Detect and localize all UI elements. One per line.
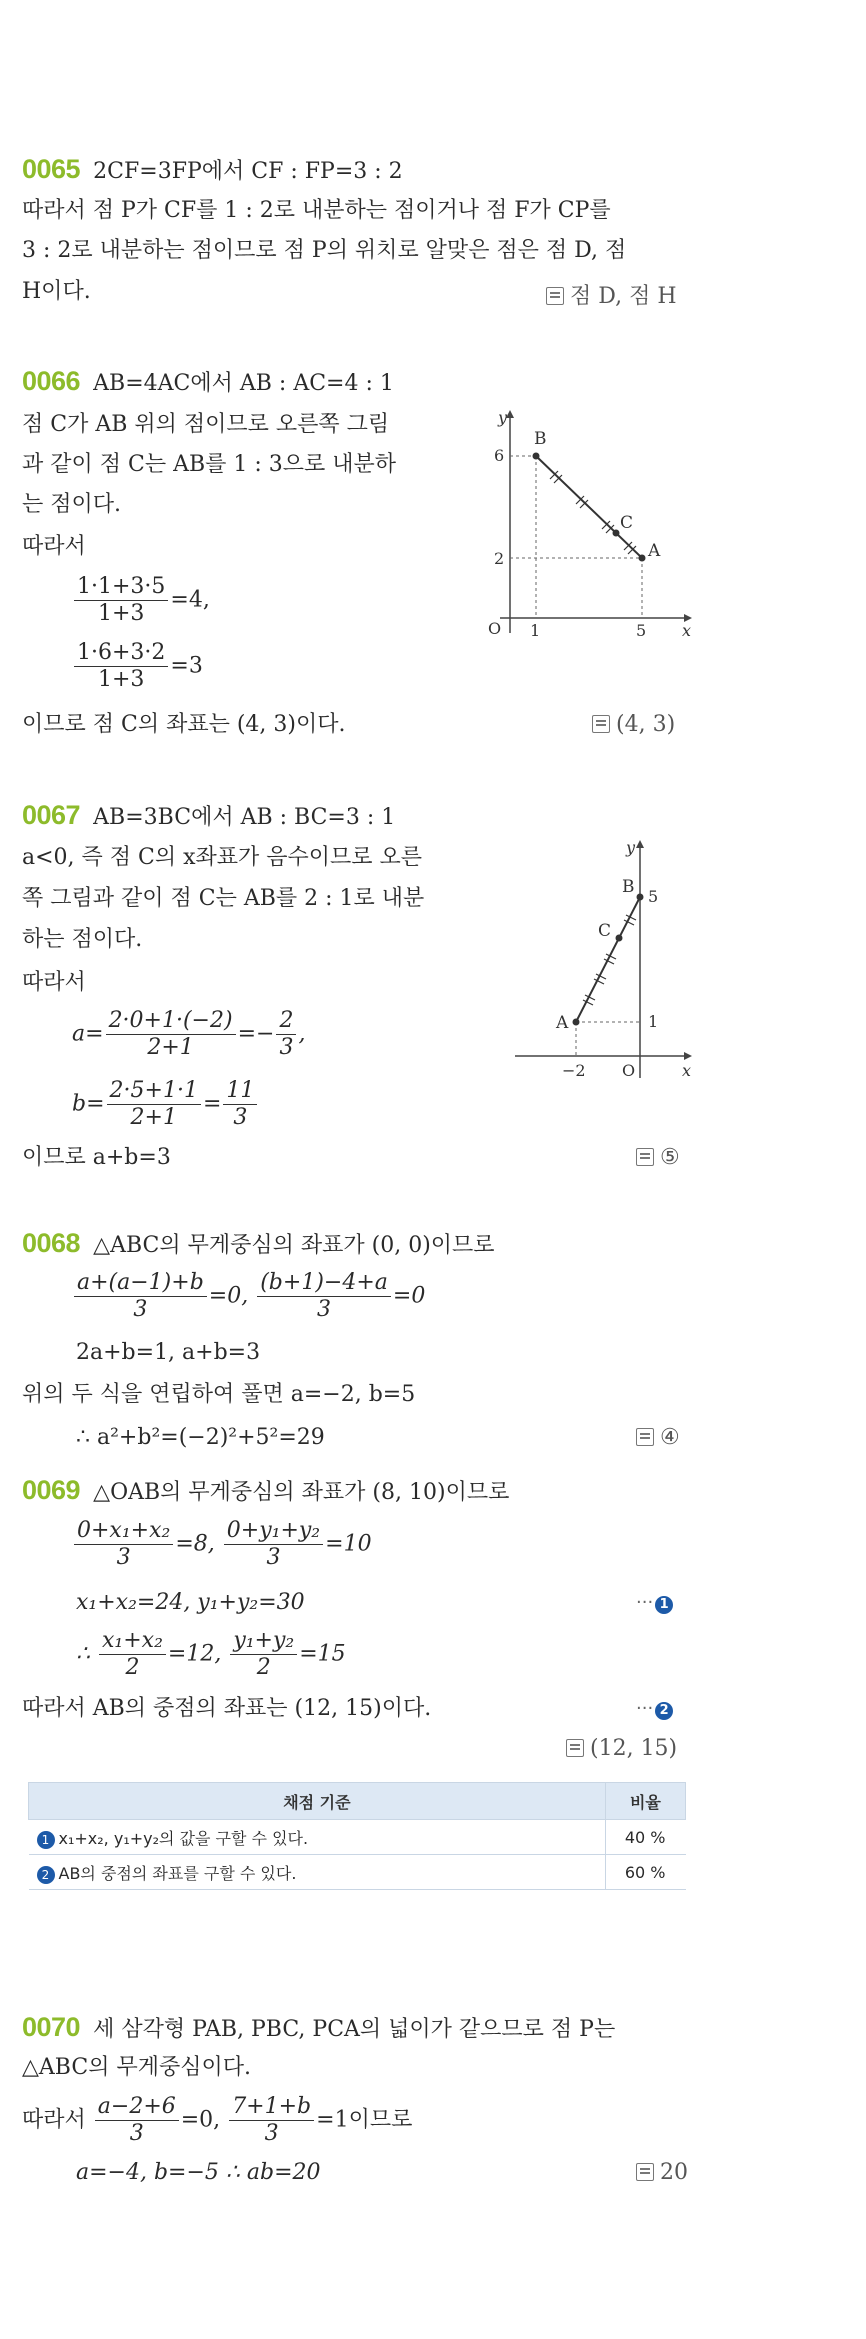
answer: ⑤ (636, 1145, 680, 1170)
equation: 따라서 $\frac{a-2+6}{3}$ =0, $\frac{7+1+b}{3}$ =1이므로 (22, 2094, 413, 2146)
problem-0070 (22, 2012, 615, 2045)
problem-0067 (22, 800, 395, 833)
svg-text:−2: −2 (562, 1061, 586, 1080)
equation: b= $\frac{2\cdot 5+1\cdot 1}{2+1}$ = $\frac{11}{3}$ (72, 1078, 259, 1131)
problem-head: AB=4AC에서 AB : AC=4 : 1 (93, 371, 394, 396)
text-line: 따라서 (22, 970, 86, 995)
text-line: 이므로 a+b=3 (22, 1145, 171, 1170)
problem-number: 0066 (22, 366, 81, 396)
table-header: 비율 (605, 1783, 685, 1820)
problem-head: △OAB의 무게중심의 좌표가 (8, 10)이므로 (93, 1480, 510, 1505)
svg-text:5: 5 (648, 887, 659, 906)
text-line: 점 C가 AB 위의 점이므로 오른쪽 그림 (22, 412, 390, 437)
answer: (12, 15) (566, 1736, 677, 1761)
problem-head: 2CF=3FP에서 CF : FP=3 : 2 (93, 159, 403, 184)
equation: a= $\frac{2\cdot 0+1\cdot(-2)}{2+1}$ =− $\frac{2}{3}$ , (72, 1008, 306, 1060)
equation: ∴ $\frac{\text{x₁+x₂}}{2}$ =12, $\frac{\text{y₁+y₂}}{2}$ =15 (76, 1628, 346, 1680)
problem-0065 (22, 154, 403, 187)
svg-text:y: y (498, 408, 508, 427)
text-line: a<0, 즉 점 C의 x좌표가 음수이므로 오른 (22, 845, 423, 870)
text-line: 과 같이 점 C는 AB를 1 : 3으로 내분하 (22, 452, 397, 477)
text-line: 쪽 그림과 같이 점 C는 AB를 2 : 1로 내분 (22, 886, 425, 911)
svg-text:x: x (682, 621, 692, 638)
answer-icon (566, 1739, 584, 1757)
table-row: 1 x₁+x₂, y₁+y₂의 값을 구할 수 있다. 40 % (29, 1820, 686, 1855)
scoring-table (28, 1782, 686, 1890)
text-line: 따라서 (22, 534, 86, 559)
svg-text:6: 6 (494, 446, 505, 465)
problem-number: 0070 (22, 2012, 81, 2042)
text-line: 하는 점이다. (22, 927, 143, 952)
text-line: x₁+x₂=24, y₁+y₂=30 (76, 1590, 305, 1615)
answer: 점 D, 점 H (546, 279, 677, 310)
text-line: 이므로 점 C의 좌표는 (4, 3)이다. (22, 712, 346, 737)
answer-icon (636, 2163, 654, 2181)
step-marker-2: ··· 2 (636, 1698, 673, 1720)
answer-icon (592, 715, 610, 733)
step-marker-1: ··· 1 (636, 1592, 673, 1614)
problem-number: 0067 (22, 800, 81, 830)
table-row: 2 AB의 중점의 좌표를 구할 수 있다. 60 % (29, 1855, 686, 1890)
problem-head: AB=3BC에서 AB : BC=3 : 1 (93, 805, 396, 830)
text-line: 세 삼각형 PAB, PBC, PCA의 넓이가 같으므로 점 P는 (93, 2017, 616, 2042)
svg-text:x: x (682, 1061, 692, 1080)
svg-text:y: y (626, 838, 636, 857)
text-line: 위의 두 식을 연립하여 풀면 a=−2, b=5 (22, 1382, 416, 1407)
svg-text:B: B (534, 429, 547, 449)
answer-icon (546, 287, 564, 305)
problem-0066 (22, 366, 394, 399)
problem-0068 (22, 1228, 495, 1261)
problem-number: 0065 (22, 154, 81, 184)
answer: (4, 3) (592, 712, 675, 737)
answer: 20 (636, 2160, 688, 2185)
svg-text:O: O (622, 1061, 636, 1080)
text-line: 2a+b=1, a+b=3 (76, 1340, 261, 1365)
graph-0067 (510, 838, 700, 1088)
svg-text:C: C (598, 921, 612, 941)
equation: $\frac{1\cdot 1+3\cdot 5}{1+3}$ =4, (72, 574, 210, 627)
text-line: a=−4, b=−5 ∴ ab=20 (76, 2160, 321, 2185)
problem-number: 0068 (22, 1228, 81, 1258)
text-line: ∴ a²+b²=(−2)²+5²=29 (76, 1425, 325, 1450)
problem-0069 (22, 1475, 509, 1508)
text-line: H이다. (22, 279, 91, 304)
answer: ④ (636, 1425, 680, 1450)
equation: $\frac{1\cdot 6+3\cdot 2}{1+3}$ =3 (72, 640, 203, 693)
svg-text:5: 5 (636, 621, 647, 638)
svg-text:O: O (488, 619, 502, 638)
equation: $\frac{\text{0+x₁+x₂}}{3}$ =8, $\frac{\text{0+y₁+y₂}}{3}$ =10 (72, 1518, 372, 1571)
svg-text:C: C (620, 513, 634, 533)
svg-text:1: 1 (648, 1012, 659, 1031)
text-line: △ABC의 무게중심이다. (22, 2055, 251, 2080)
svg-text:1: 1 (530, 621, 541, 638)
text-line: 3 : 2로 내분하는 점이므로 점 P의 위치로 알맞은 점은 점 D, 점 (22, 238, 627, 263)
text-line: 는 점이다. (22, 492, 121, 517)
text-line: 따라서 점 P가 CF를 1 : 2로 내분하는 점이거나 점 F가 CP를 (22, 198, 611, 223)
svg-text:A: A (556, 1013, 569, 1033)
table-header: 채점 기준 (29, 1783, 606, 1820)
equation: $\frac{a+(a-1)+b}{3}$ =0, $\frac{(b+1)-4+a}{3}$ =0 (72, 1270, 425, 1323)
text-line: 따라서 AB의 중점의 좌표는 (12, 15)이다. (22, 1696, 432, 1721)
problem-number: 0069 (22, 1475, 81, 1505)
svg-text:B: B (622, 877, 635, 897)
graph-0066 (470, 408, 700, 638)
answer-icon (636, 1148, 654, 1166)
svg-text:A: A (648, 541, 661, 561)
svg-text:2: 2 (494, 549, 505, 568)
answer-icon (636, 1428, 654, 1446)
problem-head: △ABC의 무게중심의 좌표가 (0, 0)이므로 (93, 1233, 495, 1258)
